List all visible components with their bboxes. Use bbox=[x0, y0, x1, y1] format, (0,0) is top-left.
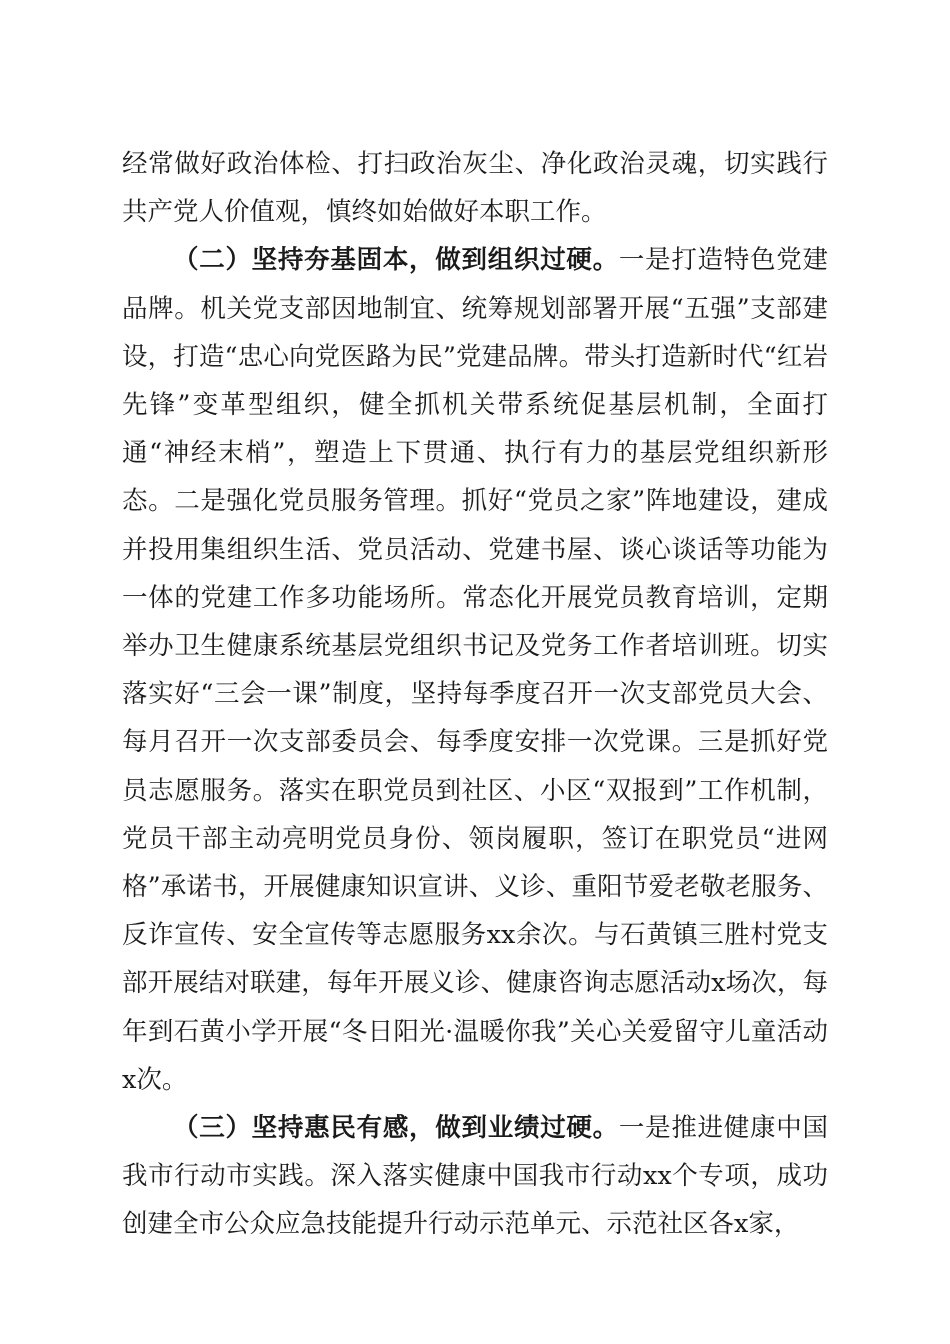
document-page bbox=[122, 140, 828, 1249]
paragraph-body: 一是打造特色党建品牌。机关党支部因地制宜、统筹规划部署开展“五强”支部建设，打造“忠心向党医路为民”党建品牌。带头打造新时代“红岩先锋”变革型组织，健全抓机关带系统促基层机制，全面打通“神经末梢”，塑造上下贯通、执行有力的基层党组织新形态。二是强化党员服务管理。抓好“党员之家”阵地建设，建成并投用集组织生活、党员活动、党建书屋、谈心谈话等功能为一体的党建工作多功能场所。常态化开展党员教育培训，定期举办卫生健康系统基层党组织书记及党务工作者培训班。切实落实好“三会一课”制度，坚持每季度召开一次支部党员大会、每月召开一次支部委员会、每季度安排一次党课。三是抓好党员志愿服务。落实在职党员到社区、小区“双报到”工作机制，党员干部主动亮明党员身份、领岗履职，签订在职党员“进网格”承诺书，开展健康知识宣讲、义诊、重阳节爱老敬老服务、反诈宣传、安全宣传等志愿服务xx余次。与石黄镇三胜村党支部开展结对联建，每年开展义诊、健康咨询志愿活动x场次，每年到石黄小学开展“冬日阳光·温暖你我”关心关爱留守儿童活动x次。 bbox=[122, 245, 828, 1095]
paragraph-continuation bbox=[122, 140, 828, 236]
paragraph-body: 经常做好政治体检、打扫政治灰尘、净化政治灵魂，切实践行共产党人价值观，慎终如始做好本职工作。 bbox=[122, 149, 828, 228]
paragraph-section-two bbox=[122, 236, 828, 1104]
section-heading: （二）坚持夯基固本，做到组织过硬。 bbox=[173, 245, 619, 276]
paragraph-section-three bbox=[122, 1104, 828, 1249]
section-heading: （三）坚持惠民有感，做到业绩过硬。 bbox=[173, 1113, 619, 1144]
paragraph-body: 一是推进健康中国我市行动市实践。深入落实健康中国我市行动xx个专项，成功创建全市公众应急技能提升行动示范单元、示范社区各x家， bbox=[122, 1113, 828, 1240]
